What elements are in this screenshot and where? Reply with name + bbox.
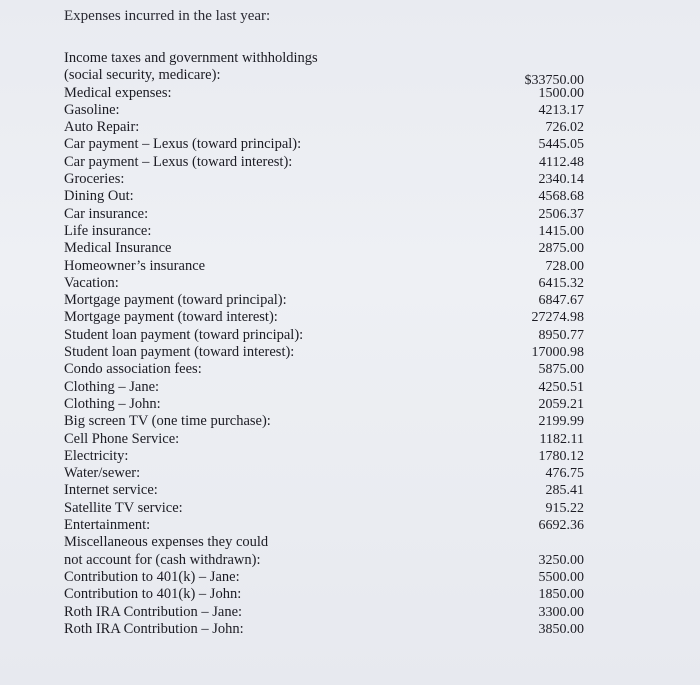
expense-label: Car payment – Lexus (toward interest): xyxy=(64,153,293,170)
misc-value: 3250.00 xyxy=(538,552,584,568)
expense-label: Medical Insurance xyxy=(64,240,172,257)
expense-label: Internet service: xyxy=(64,482,158,499)
expense-label: Gasoline: xyxy=(64,101,120,118)
expense-label: Water/sewer: xyxy=(64,465,141,482)
expense-value: 4250.51 xyxy=(538,379,584,395)
contribution-label: Contribution to 401(k) – Jane: xyxy=(64,568,240,585)
expense-value: $33750.00 xyxy=(524,73,584,89)
expense-label: Electricity: xyxy=(64,447,129,464)
contribution-label: Contribution to 401(k) – John: xyxy=(64,586,242,603)
expense-label: Big screen TV (one time purchase): xyxy=(64,413,271,430)
expense-value: 2059.21 xyxy=(538,396,584,412)
expense-value: 5445.05 xyxy=(538,137,584,153)
expense-value: 4568.68 xyxy=(538,189,584,205)
misc-row xyxy=(64,534,584,551)
expense-label: Mortgage payment (toward principal): xyxy=(64,292,287,309)
expense-value: 17000.98 xyxy=(531,345,584,361)
contribution-label: Roth IRA Contribution – John: xyxy=(64,620,244,637)
expense-label: Dining Out: xyxy=(64,188,134,205)
contribution-label: Roth IRA Contribution – Jane: xyxy=(64,603,243,620)
expense-label: Medical expenses: xyxy=(64,84,172,101)
expense-label: Auto Repair: xyxy=(64,119,140,136)
expense-label: Income taxes and government withholdings xyxy=(64,50,318,66)
contribution-value: 1850.00 xyxy=(538,587,584,603)
expense-label: Groceries: xyxy=(64,171,125,188)
expense-value: 27274.98 xyxy=(531,310,584,326)
contribution-value: 3850.00 xyxy=(538,621,584,637)
expense-value: 728.00 xyxy=(545,258,584,274)
expense-label: Condo association fees: xyxy=(64,361,202,378)
expense-label: Clothing – Jane: xyxy=(64,378,160,395)
page-title: Expenses incurred in the last year: xyxy=(64,8,271,24)
expense-value: 1780.12 xyxy=(538,448,584,464)
misc-label: Miscellaneous expenses they could xyxy=(64,534,269,551)
contribution-value: 3300.00 xyxy=(538,604,584,620)
expense-list xyxy=(64,50,584,638)
expense-value: 6847.67 xyxy=(538,293,584,309)
expense-value: 915.22 xyxy=(545,500,584,516)
expense-value: 2199.99 xyxy=(538,414,584,430)
expense-row xyxy=(64,50,584,67)
expense-label: Clothing – John: xyxy=(64,395,161,412)
expense-label-cont: (social security, medicare): xyxy=(64,67,221,84)
expense-value: 1500.00 xyxy=(538,85,584,101)
expense-value: 6692.36 xyxy=(538,518,584,534)
expense-value: 6415.32 xyxy=(538,275,584,291)
expense-value: 1415.00 xyxy=(538,223,584,239)
expense-value: 4213.17 xyxy=(538,102,584,118)
expense-label: Cell Phone Service: xyxy=(64,430,180,447)
expense-label: Entertainment: xyxy=(64,517,151,534)
expense-value: 476.75 xyxy=(545,466,584,482)
misc-row-cont xyxy=(64,552,584,569)
expense-label: Car payment – Lexus (toward principal): xyxy=(64,136,302,153)
expense-label: Car insurance: xyxy=(64,205,149,222)
expense-value: 2875.00 xyxy=(538,241,584,257)
misc-label-cont: not account for (cash withdrawn): xyxy=(64,551,261,568)
expense-value: 285.41 xyxy=(545,483,584,499)
expense-label: Student loan payment (toward principal): xyxy=(64,326,304,343)
expense-value: 2506.37 xyxy=(538,206,584,222)
expense-label: Student loan payment (toward interest): xyxy=(64,344,295,361)
expense-label: Satellite TV service: xyxy=(64,499,183,516)
expense-value: 2340.14 xyxy=(538,172,584,188)
expense-value: 5875.00 xyxy=(538,362,584,378)
expense-value: 8950.77 xyxy=(538,327,584,343)
expense-label: Homeowner’s insurance xyxy=(64,257,206,274)
expense-label: Vacation: xyxy=(64,274,119,291)
expense-label: Mortgage payment (toward interest): xyxy=(64,309,278,326)
expense-label: Life insurance: xyxy=(64,222,152,239)
contribution-value: 5500.00 xyxy=(538,569,584,585)
expense-value: 726.02 xyxy=(545,120,584,136)
expense-value: 1182.11 xyxy=(539,431,584,447)
expense-row xyxy=(64,67,584,89)
expense-value: 4112.48 xyxy=(539,154,584,170)
